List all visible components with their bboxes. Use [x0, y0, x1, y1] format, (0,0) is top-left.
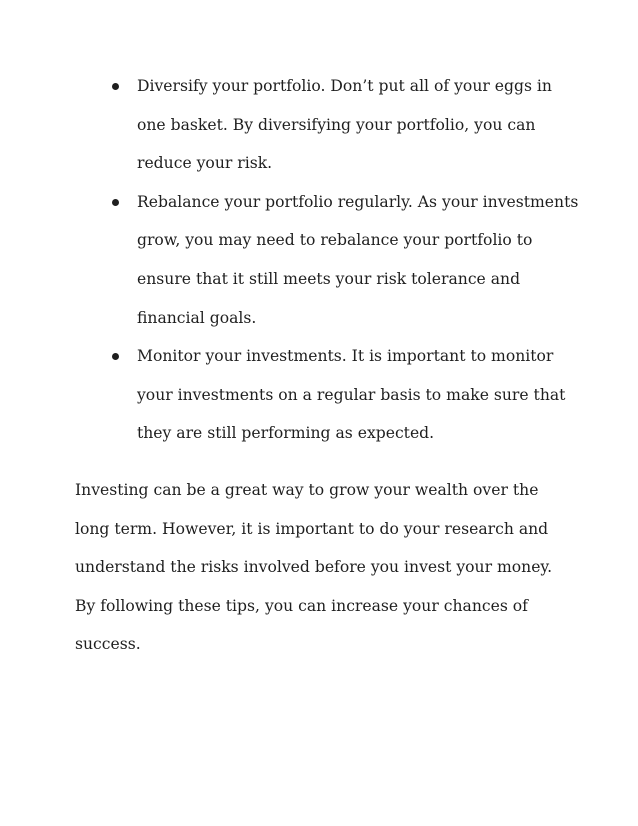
bullet-text: Rebalance your portfolio regularly. As your investments grow, you may need to rebalance your portfolio to ensure that it still meets your risk tolerance and financial goals.: [137, 192, 579, 327]
bullet-text: Diversify your portfolio. Don’t put all of your eggs in one basket. By diversifying your portfolio, you can reduce your risk.: [137, 77, 552, 173]
bullet-text: Monitor your investments. It is important to monitor your investments on a regular basis to make sure that they are still performing as expected.: [137, 347, 566, 443]
tips-bullet-list: [110, 67, 580, 453]
bullet-item-diversify: [110, 67, 580, 183]
bullet-dot-icon: [112, 83, 119, 90]
closing-paragraph: Investing can be a great way to grow your wealth over the long term. However, it is important to do your research and understand the risks involved before you invest your money. By following these tips, you can increase your chances of success.: [75, 481, 553, 654]
bullet-dot-icon: [112, 353, 119, 360]
bullet-dot-icon: [112, 199, 119, 206]
bullet-item-rebalance: [110, 183, 580, 337]
bullet-item-monitor: [110, 337, 580, 453]
